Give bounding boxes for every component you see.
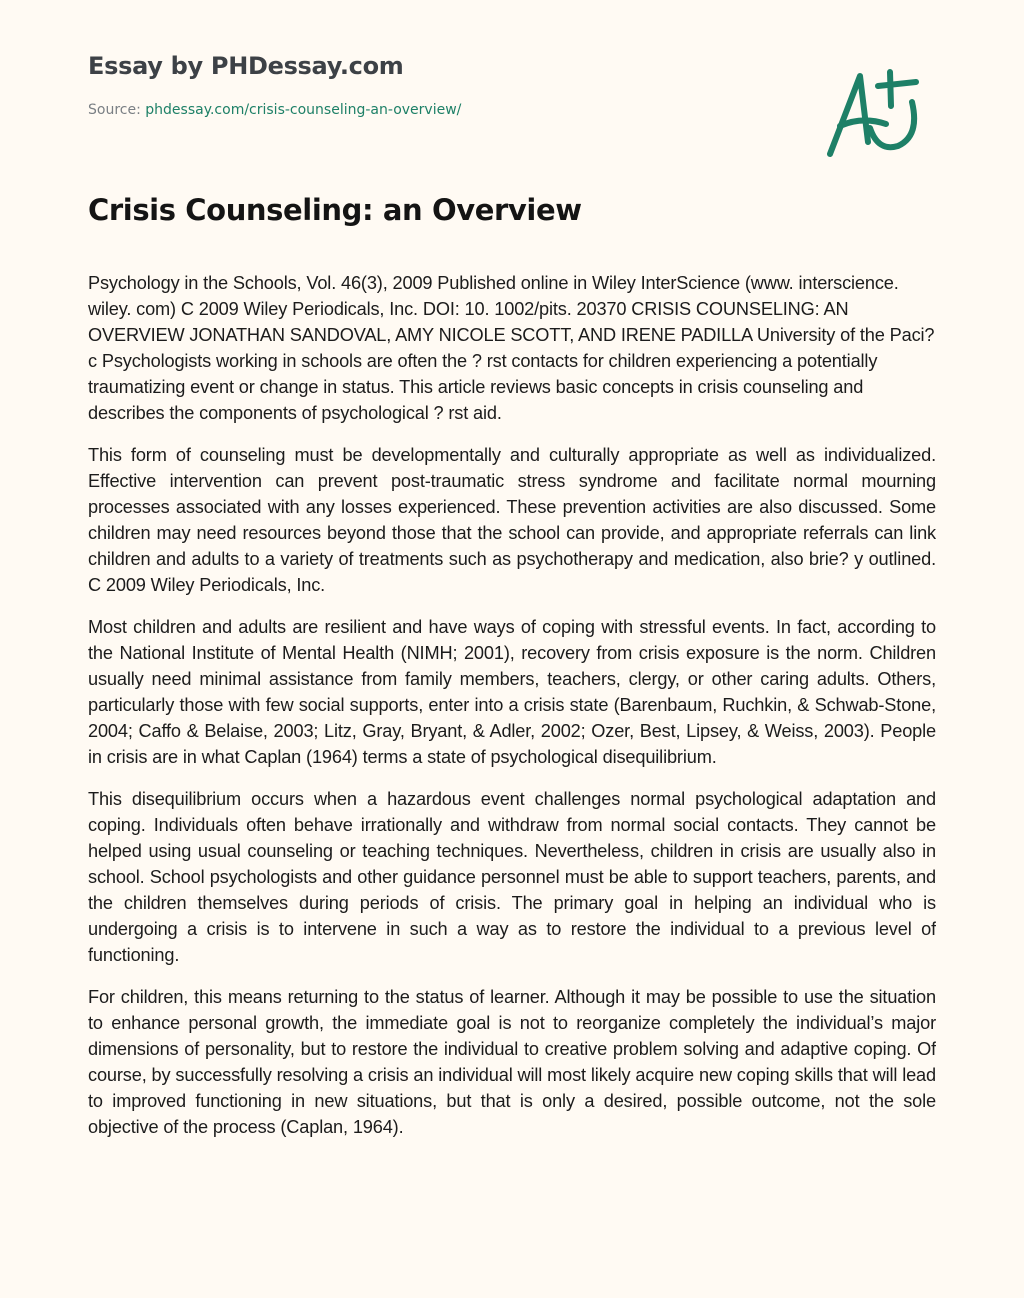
source-line bbox=[88, 101, 788, 119]
page-header bbox=[88, 50, 788, 119]
essay-body bbox=[88, 270, 936, 1250]
essay-paragraph: This disequilibrium occurs when a hazardous event challenges normal psychological adaptation and coping. Individuals often behave irrationally and withdraw from normal social contacts. They cannot be helped using usual counseling or teaching techniques. Nevertheless, children in crisis are usually also in school. School psychologists and other guidance personnel must be able to support teachers, parents, and the children themselves during periods of crisis. The primary goal in helping an individual who is undergoing a crisis is to intervene in such a way as to restore the individual to a previous level of functioning. bbox=[88, 789, 936, 965]
essay-paragraph: Most children and adults are resilient and have ways of coping with stressful events. In fact, according to the National Institute of Mental Health (NIMH; 2001), recovery from crisis exposure is the norm. Children usually need minimal assistance from family members, teachers, clergy, or other caring adults. Others, particularly those with few social supports, enter into a crisis state (Barenbaum, Ruchkin, & Schwab-Stone, 2004; Caffo & Belaise, 2003; Litz, Gray, Bryant, & Adler, 2002; Ozer, Best, Lipsey, & Weiss, 2003). People in crisis are in what Caplan (1964) terms a state of psychological disequilibrium. bbox=[88, 617, 936, 767]
essay-paragraph: Psychology in the Schools, Vol. 46(3), 2009 Published online in Wiley InterScience (www. interscience. wiley. com) C 2009 Wiley Periodicals, Inc. DOI: 10. 1002/pits. 20370 CRISIS COUNSELING: AN OVERVIEW JONATHAN SANDOVAL, AMY NICOLE SCOTT, AND IRENE PADILLA University of the Paci? c Psychologists working in schools are often the ? rst contacts for children experiencing a potentially traumatizing event or change in status. This article reviews basic concepts in crisis counseling and describes the components of psychological ? rst aid. bbox=[88, 273, 935, 423]
essay-paragraph: For children, this means returning to the status of learner. Although it may be possible to use the situation to enhance personal growth, the immediate goal is not to reorganize completely the individual’s major dimensions of personality, but to restore the individual to creative problem solving and adaptive coping. Of course, by successfully resolving a crisis an individual will most likely acquire new coping skills that will lead to improved functioning in new situations, but that is only a desired, possible outcome, not the sole objective of the process (Caplan, 1964). bbox=[88, 987, 936, 1137]
a-plus-grade-icon bbox=[822, 64, 932, 164]
site-title: Essay by PHDessay.com bbox=[88, 52, 404, 80]
source-link[interactable]: phdessay.com/crisis-counseling-an-overview/ bbox=[145, 102, 462, 118]
essay-title: Crisis Counseling: an Overview bbox=[88, 193, 582, 227]
essay-paragraph: This form of counseling must be developmentally and culturally appropriate as well as individualized. Effective intervention can prevent post-traumatic stress syndrome and facilitate normal mourning processes associated with any losses experienced. These prevention activities are also discussed. Some children may need resources beyond those that the school can provide, and appropriate referrals can link children and adults to a variety of treatments such as psychotherapy and medication, also brie? y outlined. C 2009 Wiley Periodicals, Inc. bbox=[88, 445, 936, 595]
source-label: Source: bbox=[88, 102, 141, 118]
